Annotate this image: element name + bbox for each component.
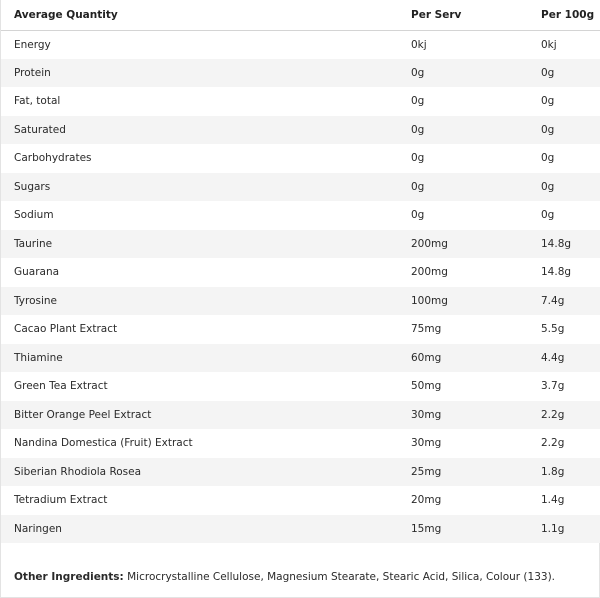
per-100g-value: 14.8g: [528, 258, 600, 287]
per-serv-value: 30mg: [398, 429, 528, 458]
header-row: [1, 0, 600, 30]
header-per-serv: Per Serv: [398, 0, 528, 30]
per-serv-value: 20mg: [398, 486, 528, 515]
table-row: [1, 230, 600, 259]
header-average-quantity: Average Quantity: [1, 0, 398, 30]
table-row: [1, 372, 600, 401]
nutrient-name: Nandina Domestica (Fruit) Extract: [1, 429, 398, 458]
per-100g-value: 0kj: [528, 30, 600, 59]
table-row: [1, 87, 600, 116]
per-serv-value: 50mg: [398, 372, 528, 401]
nutrient-name: Saturated: [1, 116, 398, 145]
per-100g-value: 0g: [528, 144, 600, 173]
table-row: [1, 486, 600, 515]
per-serv-value: 100mg: [398, 287, 528, 316]
table-row: [1, 458, 600, 487]
per-100g-value: 14.8g: [528, 230, 600, 259]
table-row: [1, 30, 600, 59]
nutrition-table-body: [1, 30, 600, 543]
per-100g-value: 2.2g: [528, 429, 600, 458]
nutrient-name: Carbohydrates: [1, 144, 398, 173]
nutrient-name: Energy: [1, 30, 398, 59]
header-per-100g: Per 100g: [528, 0, 600, 30]
per-100g-value: 7.4g: [528, 287, 600, 316]
per-100g-value: 0g: [528, 116, 600, 145]
nutrition-table: [1, 0, 600, 543]
nutrient-name: Cacao Plant Extract: [1, 315, 398, 344]
table-row: [1, 144, 600, 173]
table-row: [1, 116, 600, 145]
per-serv-value: 0g: [398, 116, 528, 145]
per-serv-value: 0g: [398, 201, 528, 230]
nutrient-name: Green Tea Extract: [1, 372, 398, 401]
per-serv-value: 30mg: [398, 401, 528, 430]
per-serv-value: 200mg: [398, 258, 528, 287]
per-100g-value: 0g: [528, 59, 600, 88]
nutrient-name: Tyrosine: [1, 287, 398, 316]
table-row: [1, 258, 600, 287]
per-serv-value: 60mg: [398, 344, 528, 373]
nutrient-name: Bitter Orange Peel Extract: [1, 401, 398, 430]
per-serv-value: 75mg: [398, 315, 528, 344]
per-serv-value: 0g: [398, 59, 528, 88]
nutrition-table-header: [1, 0, 600, 30]
nutrient-name: Sugars: [1, 173, 398, 202]
table-row: [1, 515, 600, 544]
per-serv-value: 25mg: [398, 458, 528, 487]
nutrient-name: Sodium: [1, 201, 398, 230]
table-row: [1, 287, 600, 316]
per-100g-value: 1.8g: [528, 458, 600, 487]
nutrient-name: Guarana: [1, 258, 398, 287]
nutrient-name: Protein: [1, 59, 398, 88]
other-ingredients-label: Other Ingredients:: [14, 571, 124, 583]
nutrient-name: Naringen: [1, 515, 398, 544]
table-row: [1, 201, 600, 230]
per-100g-value: 0g: [528, 201, 600, 230]
other-ingredients-text: Microcrystalline Cellulose, Magnesium Stearate, Stearic Acid, Silica, Colour (133).: [123, 571, 556, 583]
table-row: [1, 429, 600, 458]
nutrient-name: Tetradium Extract: [1, 486, 398, 515]
per-serv-value: 0g: [398, 87, 528, 116]
nutrient-name: Siberian Rhodiola Rosea: [1, 458, 398, 487]
per-100g-value: 2.2g: [528, 401, 600, 430]
per-100g-value: 4.4g: [528, 344, 600, 373]
per-100g-value: 1.1g: [528, 515, 600, 544]
per-serv-value: 200mg: [398, 230, 528, 259]
per-serv-value: 0kj: [398, 30, 528, 59]
nutrient-name: Fat, total: [1, 87, 398, 116]
table-row: [1, 315, 600, 344]
table-row: [1, 173, 600, 202]
per-serv-value: 0g: [398, 173, 528, 202]
per-100g-value: 1.4g: [528, 486, 600, 515]
per-serv-value: 0g: [398, 144, 528, 173]
nutrient-name: Thiamine: [1, 344, 398, 373]
other-ingredients: [14, 571, 555, 583]
table-row: [1, 59, 600, 88]
per-100g-value: 0g: [528, 87, 600, 116]
table-row: [1, 344, 600, 373]
per-100g-value: 3.7g: [528, 372, 600, 401]
per-100g-value: 5.5g: [528, 315, 600, 344]
per-serv-value: 15mg: [398, 515, 528, 544]
nutrient-name: Taurine: [1, 230, 398, 259]
per-100g-value: 0g: [528, 173, 600, 202]
table-row: [1, 401, 600, 430]
